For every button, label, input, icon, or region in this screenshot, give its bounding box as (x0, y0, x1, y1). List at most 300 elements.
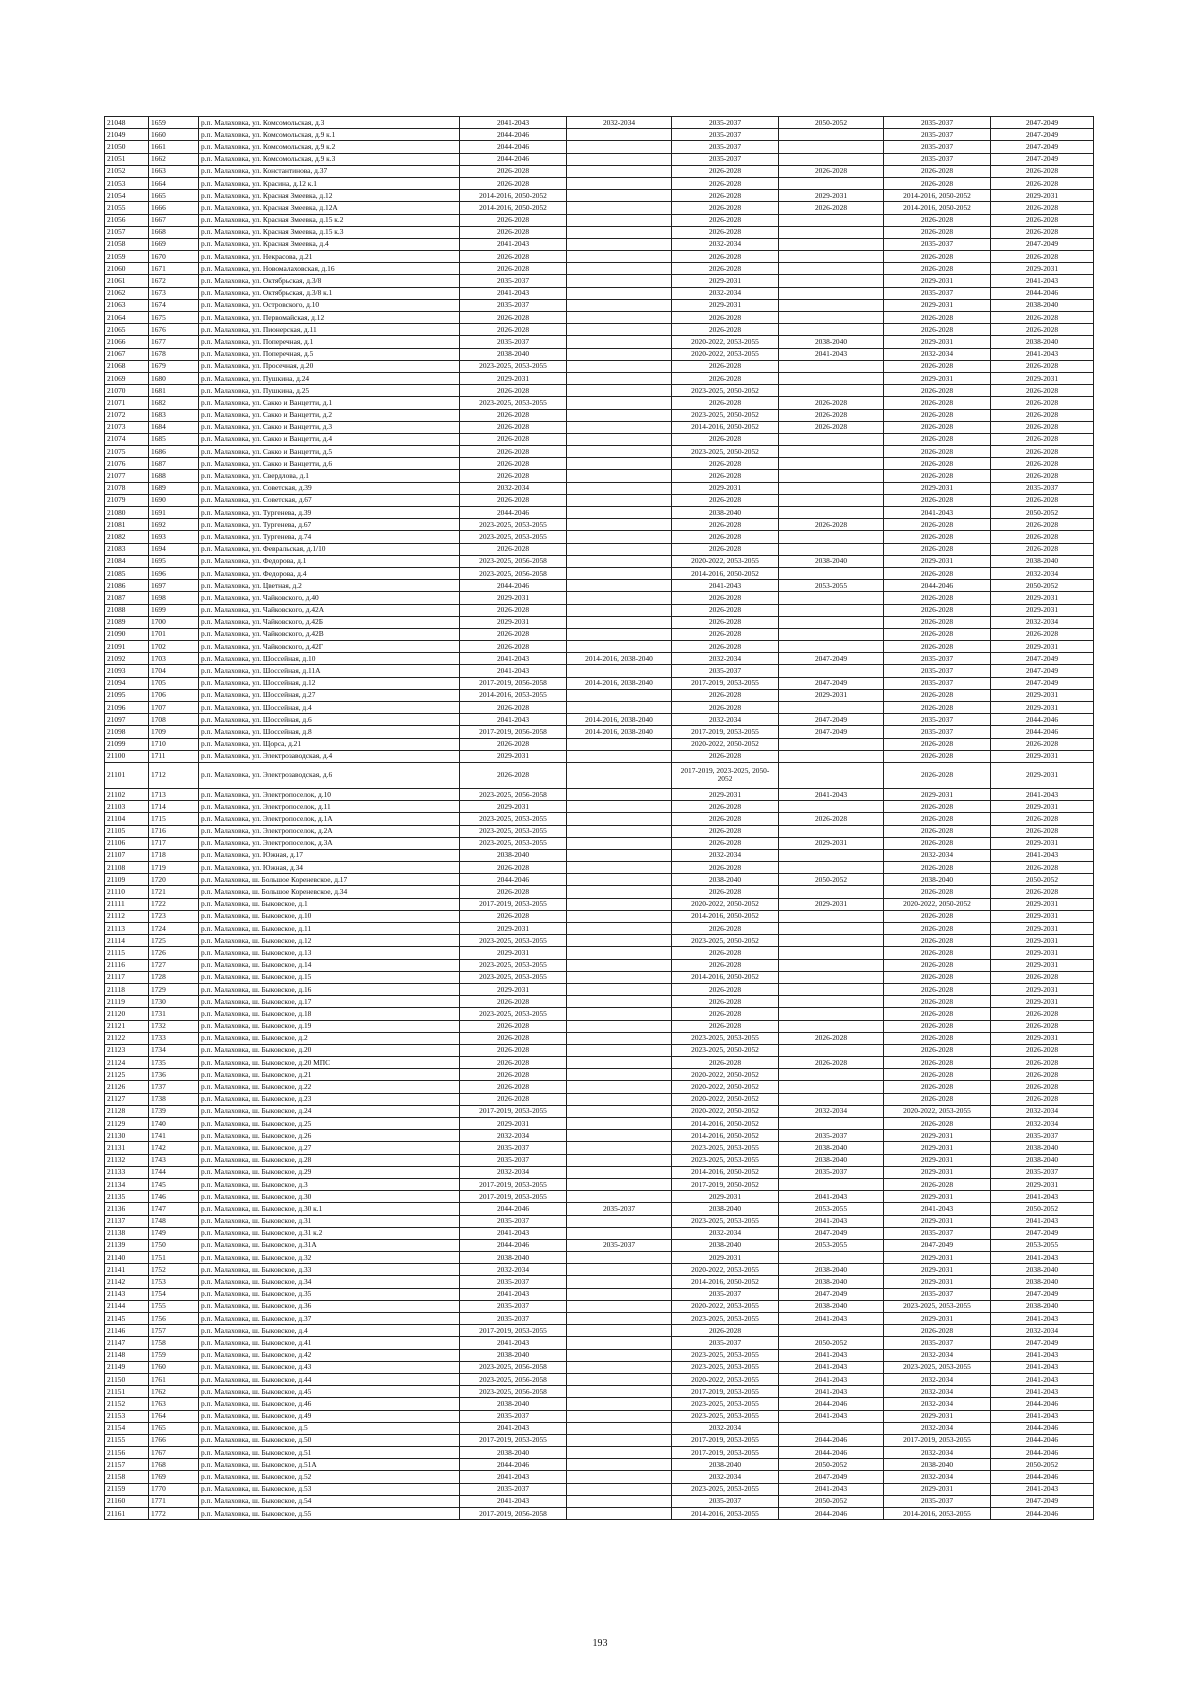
cell-building-number: 1728 (149, 971, 199, 983)
cell-period-d (779, 177, 884, 189)
cell-period-b: 2014-2016, 2038-2040 (567, 653, 672, 665)
cell-period-b (567, 738, 672, 750)
cell-address: р.п. Малаховка, ул. Комсомольская, д.3 (199, 117, 460, 129)
cell-period-d (779, 360, 884, 372)
table-row (105, 1081, 1094, 1093)
cell-period-b (567, 202, 672, 214)
table-row (105, 1093, 1094, 1105)
cell-period-b (567, 898, 672, 910)
cell-row-number: 21063 (105, 299, 149, 311)
cell-period-d: 2044-2046 (779, 1508, 884, 1520)
cell-period-f: 2044-2046 (991, 1398, 1094, 1410)
cell-period-e: 2029-2031 (884, 299, 991, 311)
table-row (105, 923, 1094, 935)
cell-period-e: 2035-2037 (884, 653, 991, 665)
cell-period-b (567, 641, 672, 653)
table-row (105, 421, 1094, 433)
cell-period-a: 2041-2043 (460, 238, 567, 250)
cell-period-b (567, 1008, 672, 1020)
cell-period-d: 2041-2043 (779, 1373, 884, 1385)
cell-period-f: 2041-2043 (991, 1313, 1094, 1325)
cell-period-a: 2029-2031 (460, 983, 567, 995)
cell-period-e: 2026-2028 (884, 409, 991, 421)
cell-address: р.п. Малаховка, ш. Быковское, д.33 (199, 1264, 460, 1276)
cell-address: р.п. Малаховка, ул. Сакко и Ванцетти, д.4 (199, 433, 460, 445)
cell-period-f: 2038-2040 (991, 1276, 1094, 1288)
cell-address: р.п. Малаховка, ш. Быковское, д.11 (199, 923, 460, 935)
cell-period-b (567, 372, 672, 384)
cell-address: р.п. Малаховка, ул. Островского, д.10 (199, 299, 460, 311)
cell-row-number: 21095 (105, 689, 149, 701)
table-row (105, 641, 1094, 653)
cell-period-e: 2026-2028 (884, 996, 991, 1008)
cell-period-c: 2017-2019, 2053-2055 (672, 1386, 779, 1398)
cell-period-b (567, 141, 672, 153)
cell-period-c: 2020-2022, 2053-2055 (672, 348, 779, 360)
cell-period-e: 2035-2037 (884, 1288, 991, 1300)
cell-period-d (779, 251, 884, 263)
cell-building-number: 1680 (149, 372, 199, 384)
cell-row-number: 21088 (105, 604, 149, 616)
cell-period-b (567, 226, 672, 238)
cell-period-b (567, 1508, 672, 1520)
cell-period-e: 2026-2028 (884, 177, 991, 189)
table-row (105, 1276, 1094, 1288)
cell-building-number: 1713 (149, 788, 199, 800)
cell-address: р.п. Малаховка, ул. Шоссейная, д.27 (199, 689, 460, 701)
cell-period-d (779, 129, 884, 141)
cell-address: р.п. Малаховка, ш. Быковское, д.31А (199, 1239, 460, 1251)
cell-address: р.п. Малаховка, ул. Октябрьская, д.3/8 (199, 275, 460, 287)
cell-address: р.п. Малаховка, ш. Быковское, д.30 к.1 (199, 1203, 460, 1215)
cell-building-number: 1741 (149, 1130, 199, 1142)
cell-period-c: 2026-2028 (672, 1008, 779, 1020)
cell-period-f: 2047-2049 (991, 238, 1094, 250)
cell-period-e: 2026-2028 (884, 531, 991, 543)
cell-address: р.п. Малаховка, ш. Быковское, д.5 (199, 1422, 460, 1434)
cell-building-number: 1693 (149, 531, 199, 543)
cell-period-d (779, 263, 884, 275)
cell-period-e: 2026-2028 (884, 397, 991, 409)
cell-period-f: 2026-2028 (991, 324, 1094, 336)
cell-address: р.п. Малаховка, ш. Быковское, д.4 (199, 1325, 460, 1337)
cell-address: р.п. Малаховка, ш. Быковское, д.49 (199, 1410, 460, 1422)
cell-period-f: 2041-2043 (991, 1361, 1094, 1373)
cell-period-b (567, 238, 672, 250)
cell-period-e: 2026-2028 (884, 983, 991, 995)
cell-row-number: 21126 (105, 1081, 149, 1093)
cell-period-d (779, 1325, 884, 1337)
cell-address: р.п. Малаховка, ул. Электропоселок, д.1А (199, 813, 460, 825)
cell-address: р.п. Малаховка, ул. Красная Змеевка, д.12 (199, 190, 460, 202)
cell-period-d (779, 935, 884, 947)
table-row (105, 1032, 1094, 1044)
cell-period-d: 2053-2055 (779, 580, 884, 592)
cell-period-f: 2047-2049 (991, 153, 1094, 165)
cell-period-b (567, 1422, 672, 1434)
cell-period-d: 2041-2043 (779, 1483, 884, 1495)
cell-period-b (567, 1337, 672, 1349)
cell-period-c: 2023-2025, 2053-2055 (672, 1361, 779, 1373)
cell-period-b (567, 1300, 672, 1312)
cell-building-number: 1772 (149, 1508, 199, 1520)
cell-period-c: 2026-2028 (672, 616, 779, 628)
cell-period-c: 2026-2028 (672, 604, 779, 616)
cell-period-d: 2038-2040 (779, 336, 884, 348)
cell-period-d: 2044-2046 (779, 1447, 884, 1459)
cell-address: р.п. Малаховка, ул. Константинова, д.37 (199, 165, 460, 177)
cell-row-number: 21081 (105, 519, 149, 531)
table-row (105, 1459, 1094, 1471)
table-row (105, 433, 1094, 445)
cell-period-b (567, 983, 672, 995)
cell-period-c: 2017-2019, 2050-2052 (672, 1178, 779, 1190)
cell-row-number: 21053 (105, 177, 149, 189)
cell-period-c: 2026-2028 (672, 458, 779, 470)
cell-period-b (567, 287, 672, 299)
table-row (105, 996, 1094, 1008)
cell-period-c: 2029-2031 (672, 275, 779, 287)
cell-period-f: 2026-2028 (991, 519, 1094, 531)
cell-row-number: 21083 (105, 543, 149, 555)
cell-period-e: 2029-2031 (884, 1410, 991, 1422)
cell-address: р.п. Малаховка, ул. Электропоселок, д.3А (199, 837, 460, 849)
cell-period-e: 2026-2028 (884, 641, 991, 653)
cell-row-number: 21121 (105, 1020, 149, 1032)
cell-period-a: 2023-2025, 2053-2055 (460, 959, 567, 971)
cell-period-e: 2026-2028 (884, 263, 991, 275)
cell-period-a: 2029-2031 (460, 947, 567, 959)
cell-row-number: 21118 (105, 983, 149, 995)
cell-period-a: 2014-2016, 2050-2052 (460, 202, 567, 214)
cell-address: р.п. Малаховка, ул. Свердлова, д.1 (199, 470, 460, 482)
cell-period-b (567, 837, 672, 849)
cell-period-d (779, 458, 884, 470)
cell-building-number: 1771 (149, 1495, 199, 1507)
cell-period-e: 2032-2034 (884, 1373, 991, 1385)
cell-period-f: 2026-2028 (991, 433, 1094, 445)
cell-period-e: 2029-2031 (884, 1264, 991, 1276)
cell-period-f: 2041-2043 (991, 1386, 1094, 1398)
cell-period-c: 2020-2022, 2053-2055 (672, 1300, 779, 1312)
cell-building-number: 1723 (149, 910, 199, 922)
cell-building-number: 1725 (149, 935, 199, 947)
cell-building-number: 1740 (149, 1118, 199, 1130)
cell-period-d: 2032-2034 (779, 1105, 884, 1117)
cell-period-b (567, 813, 672, 825)
cell-period-e: 2035-2037 (884, 1227, 991, 1239)
cell-period-f: 2044-2046 (991, 1508, 1094, 1520)
cell-period-d: 2041-2043 (779, 1313, 884, 1325)
cell-address: р.п. Малаховка, ул. Чайковского, д.42В (199, 628, 460, 640)
cell-period-b (567, 947, 672, 959)
cell-period-a: 2029-2031 (460, 616, 567, 628)
cell-period-f: 2026-2028 (991, 458, 1094, 470)
cell-address: р.п. Малаховка, ул. Электропоселок, д.10 (199, 788, 460, 800)
table-row (105, 1447, 1094, 1459)
cell-period-f: 2035-2037 (991, 1130, 1094, 1142)
cell-period-d: 2038-2040 (779, 1276, 884, 1288)
cell-period-e: 2026-2028 (884, 837, 991, 849)
cell-period-d: 2038-2040 (779, 1300, 884, 1312)
table-row (105, 849, 1094, 861)
cell-period-f: 2047-2049 (991, 653, 1094, 665)
cell-period-a: 2023-2025, 2056-2058 (460, 567, 567, 579)
cell-period-f: 2026-2028 (991, 446, 1094, 458)
cell-row-number: 21104 (105, 813, 149, 825)
cell-address: р.п. Малаховка, ул. Некрасова, д.21 (199, 251, 460, 263)
cell-period-f: 2038-2040 (991, 336, 1094, 348)
page-number: 193 (592, 1638, 608, 1649)
cell-building-number: 1770 (149, 1483, 199, 1495)
cell-building-number: 1678 (149, 348, 199, 360)
cell-period-e: 2029-2031 (884, 555, 991, 567)
cell-address: р.п. Малаховка, ш. Быковское, д.31 (199, 1215, 460, 1227)
cell-address: р.п. Малаховка, ул. Чайковского, д.42Б (199, 616, 460, 628)
cell-period-c: 2029-2031 (672, 1252, 779, 1264)
cell-period-f: 2041-2043 (991, 1483, 1094, 1495)
cell-period-e: 2026-2028 (884, 226, 991, 238)
cell-period-f: 2029-2031 (991, 996, 1094, 1008)
cell-period-b (567, 567, 672, 579)
cell-period-e: 2035-2037 (884, 287, 991, 299)
table-row (105, 1337, 1094, 1349)
cell-address: р.п. Малаховка, ул. Шоссейная, д.11А (199, 665, 460, 677)
cell-row-number: 21137 (105, 1215, 149, 1227)
cell-period-d (779, 324, 884, 336)
cell-building-number: 1706 (149, 689, 199, 701)
cell-period-c: 2029-2031 (672, 788, 779, 800)
cell-period-d (779, 1252, 884, 1264)
cell-period-d (779, 1008, 884, 1020)
cell-building-number: 1698 (149, 592, 199, 604)
cell-period-f: 2041-2043 (991, 1373, 1094, 1385)
cell-period-d: 2041-2043 (779, 348, 884, 360)
cell-period-f: 2035-2037 (991, 1166, 1094, 1178)
cell-period-f: 2050-2052 (991, 874, 1094, 886)
table-row (105, 519, 1094, 531)
cell-address: р.п. Малаховка, ш. Быковское, д.21 (199, 1069, 460, 1081)
cell-building-number: 1694 (149, 543, 199, 555)
cell-row-number: 21073 (105, 421, 149, 433)
table-row (105, 299, 1094, 311)
table-row (105, 1483, 1094, 1495)
cell-period-a: 2026-2028 (460, 226, 567, 238)
table-row (105, 372, 1094, 384)
cell-period-a: 2032-2034 (460, 1166, 567, 1178)
cell-period-c: 2035-2037 (672, 129, 779, 141)
cell-period-c: 2026-2028 (672, 433, 779, 445)
table-row (105, 653, 1094, 665)
cell-period-f: 2044-2046 (991, 726, 1094, 738)
cell-address: р.п. Малаховка, ш. Быковское, д.35 (199, 1288, 460, 1300)
cell-address: р.п. Малаховка, ул. Сакко и Ванцетти, д.1 (199, 397, 460, 409)
cell-period-d: 2041-2043 (779, 1361, 884, 1373)
cell-period-d (779, 141, 884, 153)
table-row (105, 1422, 1094, 1434)
cell-period-b (567, 299, 672, 311)
cell-period-f: 2044-2046 (991, 1434, 1094, 1446)
cell-period-f: 2041-2043 (991, 1252, 1094, 1264)
cell-building-number: 1684 (149, 421, 199, 433)
cell-period-a: 2023-2025, 2056-2058 (460, 1361, 567, 1373)
cell-period-c: 2032-2034 (672, 1227, 779, 1239)
cell-row-number: 21090 (105, 628, 149, 640)
cell-period-f: 2026-2028 (991, 1081, 1094, 1093)
cell-period-b (567, 1483, 672, 1495)
cell-period-a: 2026-2028 (460, 762, 567, 788)
cell-row-number: 21139 (105, 1239, 149, 1251)
table-row (105, 1044, 1094, 1056)
cell-period-a: 2017-2019, 2053-2055 (460, 1178, 567, 1190)
cell-period-f: 2041-2043 (991, 348, 1094, 360)
cell-period-f: 2041-2043 (991, 788, 1094, 800)
cell-period-f: 2026-2028 (991, 813, 1094, 825)
cell-building-number: 1712 (149, 762, 199, 788)
table-row (105, 947, 1094, 959)
cell-row-number: 21111 (105, 898, 149, 910)
cell-period-b: 2014-2016, 2038-2040 (567, 714, 672, 726)
cell-row-number: 21114 (105, 935, 149, 947)
cell-address: р.п. Малаховка, ул. Южная, д.34 (199, 862, 460, 874)
cell-row-number: 21157 (105, 1459, 149, 1471)
cell-period-d: 2038-2040 (779, 1142, 884, 1154)
cell-period-c: 2023-2025, 2053-2055 (672, 1032, 779, 1044)
cell-period-d: 2026-2028 (779, 1057, 884, 1069)
cell-period-b (567, 592, 672, 604)
cell-period-f: 2050-2052 (991, 1459, 1094, 1471)
cell-period-d (779, 385, 884, 397)
cell-period-b (567, 1044, 672, 1056)
cell-period-a: 2026-2028 (460, 641, 567, 653)
cell-address: р.п. Малаховка, ш. Быковское, д.52 (199, 1471, 460, 1483)
cell-period-f: 2026-2028 (991, 628, 1094, 640)
cell-period-f: 2029-2031 (991, 898, 1094, 910)
cell-period-d (779, 226, 884, 238)
cell-period-c: 2014-2016, 2050-2052 (672, 910, 779, 922)
cell-address: р.п. Малаховка, ул. Чайковского, д.42Г (199, 641, 460, 653)
cell-period-c: 2026-2028 (672, 226, 779, 238)
cell-period-f: 2047-2049 (991, 129, 1094, 141)
cell-building-number: 1766 (149, 1434, 199, 1446)
cell-period-d: 2047-2049 (779, 1288, 884, 1300)
cell-period-f: 2047-2049 (991, 665, 1094, 677)
cell-period-e: 2026-2028 (884, 1057, 991, 1069)
cell-row-number: 21065 (105, 324, 149, 336)
cell-period-b: 2014-2016, 2038-2040 (567, 726, 672, 738)
cell-period-c: 2032-2034 (672, 849, 779, 861)
cell-row-number: 21099 (105, 738, 149, 750)
cell-row-number: 21127 (105, 1093, 149, 1105)
cell-period-b (567, 935, 672, 947)
cell-period-e: 2014-2016, 2050-2052 (884, 202, 991, 214)
table-row (105, 604, 1094, 616)
cell-period-e: 2047-2049 (884, 1239, 991, 1251)
cell-building-number: 1767 (149, 1447, 199, 1459)
cell-period-a: 2017-2019, 2053-2055 (460, 1325, 567, 1337)
cell-period-d (779, 801, 884, 813)
cell-period-f: 2026-2028 (991, 470, 1094, 482)
cell-row-number: 21160 (105, 1495, 149, 1507)
cell-row-number: 21085 (105, 567, 149, 579)
table-row (105, 1300, 1094, 1312)
cell-address: р.п. Малаховка, ш. Быковское, д.46 (199, 1398, 460, 1410)
cell-period-d (779, 1118, 884, 1130)
table-row (105, 458, 1094, 470)
cell-building-number: 1700 (149, 616, 199, 628)
cell-building-number: 1751 (149, 1252, 199, 1264)
table-row (105, 825, 1094, 837)
cell-period-e: 2026-2028 (884, 1069, 991, 1081)
cell-period-e: 2026-2028 (884, 1008, 991, 1020)
cell-period-c: 2026-2028 (672, 165, 779, 177)
cell-period-f: 2041-2043 (991, 1215, 1094, 1227)
cell-period-e: 2026-2028 (884, 214, 991, 226)
cell-building-number: 1708 (149, 714, 199, 726)
cell-period-d: 2050-2052 (779, 1337, 884, 1349)
cell-address: р.п. Малаховка, ш. Быковское, д.2 (199, 1032, 460, 1044)
cell-address: р.п. Малаховка, ул. Шоссейная, д.12 (199, 677, 460, 689)
cell-row-number: 21071 (105, 397, 149, 409)
cell-period-a: 2026-2028 (460, 1020, 567, 1032)
cell-period-a: 2038-2040 (460, 1252, 567, 1264)
cell-row-number: 21066 (105, 336, 149, 348)
cell-period-c: 2023-2025, 2053-2055 (672, 1142, 779, 1154)
cell-period-a: 2041-2043 (460, 1471, 567, 1483)
cell-building-number: 1681 (149, 385, 199, 397)
cell-period-a: 2044-2046 (460, 1239, 567, 1251)
cell-row-number: 21084 (105, 555, 149, 567)
table-row (105, 1313, 1094, 1325)
cell-period-f: 2053-2055 (991, 1239, 1094, 1251)
cell-period-e: 2029-2031 (884, 1130, 991, 1142)
cell-period-a: 2044-2046 (460, 580, 567, 592)
cell-period-e: 2026-2028 (884, 910, 991, 922)
table-row (105, 616, 1094, 628)
cell-building-number: 1711 (149, 750, 199, 762)
cell-period-e: 2035-2037 (884, 141, 991, 153)
cell-address: р.п. Малаховка, ш. Быковское, д.16 (199, 983, 460, 995)
cell-period-e: 2023-2025, 2053-2055 (884, 1300, 991, 1312)
cell-period-a: 2029-2031 (460, 923, 567, 935)
cell-row-number: 21119 (105, 996, 149, 1008)
cell-period-c: 2026-2028 (672, 947, 779, 959)
cell-row-number: 21091 (105, 641, 149, 653)
cell-period-e: 2041-2043 (884, 1203, 991, 1215)
cell-period-f: 2038-2040 (991, 1300, 1094, 1312)
table-row (105, 677, 1094, 689)
cell-period-c: 2014-2016, 2053-2055 (672, 1508, 779, 1520)
cell-period-a: 2017-2019, 2056-2058 (460, 677, 567, 689)
cell-building-number: 1745 (149, 1178, 199, 1190)
cell-address: р.п. Малаховка, ш. Быковское, д.53 (199, 1483, 460, 1495)
cell-address: р.п. Малаховка, ш. Быковское, д.36 (199, 1300, 460, 1312)
table-row (105, 1130, 1094, 1142)
cell-period-d (779, 1093, 884, 1105)
cell-address: р.п. Малаховка, ул. Новомалаховская, д.16 (199, 263, 460, 275)
cell-period-c: 2026-2028 (672, 837, 779, 849)
table-row (105, 482, 1094, 494)
table-row (105, 1410, 1094, 1422)
cell-period-b (567, 788, 672, 800)
cell-period-f: 2038-2040 (991, 555, 1094, 567)
cell-period-f: 2044-2046 (991, 714, 1094, 726)
cell-period-e: 2026-2028 (884, 750, 991, 762)
cell-period-b (567, 324, 672, 336)
cell-period-f: 2032-2034 (991, 1118, 1094, 1130)
cell-period-d: 2041-2043 (779, 1215, 884, 1227)
cell-period-a: 2026-2028 (460, 604, 567, 616)
